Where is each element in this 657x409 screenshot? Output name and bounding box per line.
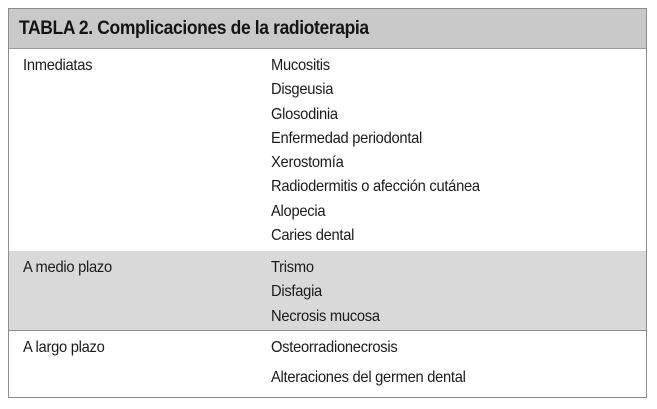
group-medio-plazo <box>9 251 646 330</box>
table-title: TABLA 2. Complicaciones de la radioterapia <box>19 17 369 39</box>
list-item: Xerostomía <box>271 154 344 172</box>
list-item: Glosodinia <box>271 105 338 123</box>
list-item: Disgeusia <box>271 81 334 99</box>
group-items <box>271 57 498 251</box>
list-item: Radiodermitis o afección cutánea <box>271 178 480 196</box>
group-largo-plazo <box>9 330 646 397</box>
list-item: Alopecia <box>271 202 326 220</box>
list-item: Mucositis <box>271 57 330 74</box>
table-header <box>9 9 646 49</box>
list-item: Trismo <box>271 259 314 276</box>
list-item: Alteraciones del germen dental <box>271 369 466 386</box>
group-label: Inmediatas <box>23 57 93 74</box>
group-items <box>271 339 483 399</box>
list-item: Osteorradionecrosis <box>271 339 398 356</box>
group-label: A medio plazo <box>23 259 112 276</box>
list-item: Disfagia <box>271 283 322 301</box>
complications-table <box>8 8 647 398</box>
group-items <box>271 259 389 332</box>
group-inmediatas <box>9 49 646 251</box>
list-item: Necrosis mucosa <box>271 307 380 325</box>
list-item: Enfermedad periodontal <box>271 129 423 147</box>
list-item: Caries dental <box>271 227 355 245</box>
group-label: A largo plazo <box>23 339 105 356</box>
